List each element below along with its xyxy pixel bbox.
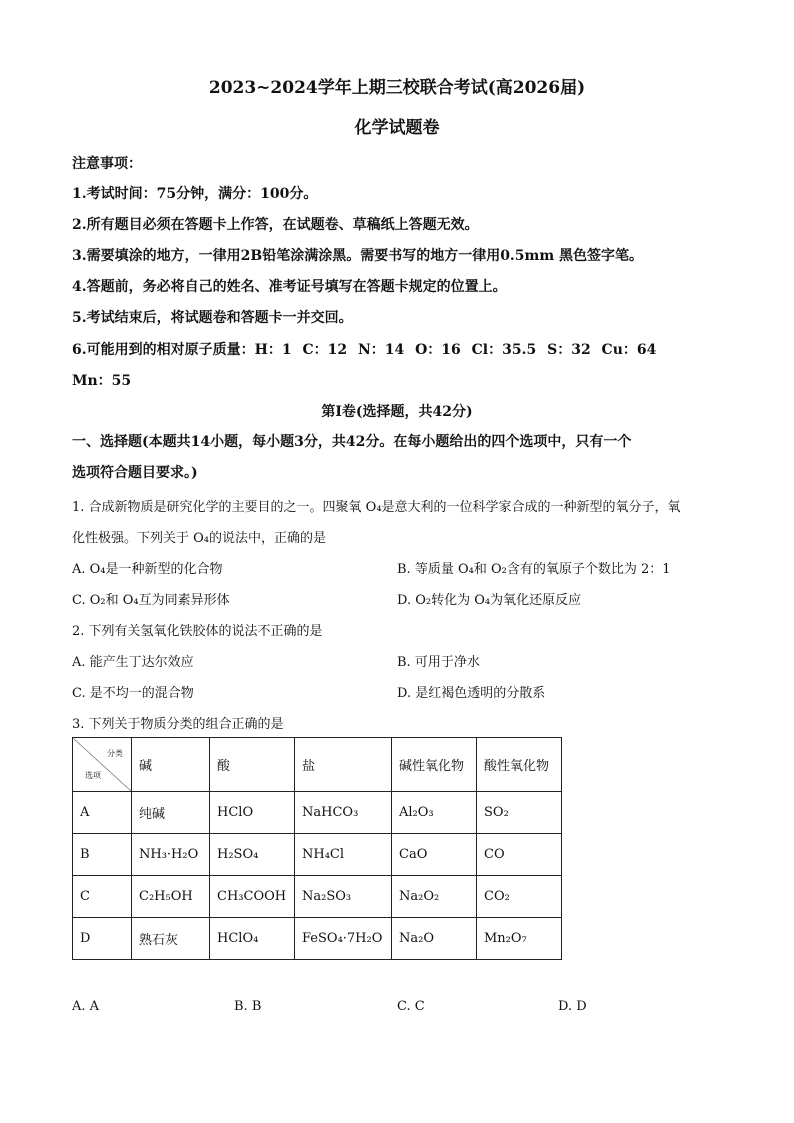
notice-item: 4.答题前，务必将自己的姓名、准考证号填写在答题卡规定的位置上。 bbox=[72, 279, 507, 295]
notice-item: 3.需要填涂的地方，一律用2B铅笔涂满涂黑。需要书写的地方一律用0.5mm 黑色签字笔。 bbox=[72, 248, 644, 264]
table-cell: HClO bbox=[210, 792, 295, 834]
table-row bbox=[73, 918, 562, 960]
question-3-option-c: C. C bbox=[397, 999, 425, 1014]
table-cell: CO₂ bbox=[477, 876, 562, 918]
question-1-option-d: D. O₂转化为 O₄为氧化还原反应 bbox=[397, 593, 582, 608]
notice-item: 6.可能用到的相对原子质量：H：1 C：12 N：14 O：16 Cl：35.5 S：32 Cu：64 bbox=[72, 342, 657, 358]
exam-subtitle: 化学试题卷 bbox=[354, 118, 440, 138]
question-2-option-a: A. 能产生丁达尔效应 bbox=[72, 655, 194, 670]
table-cell: NH₄Cl bbox=[295, 834, 392, 876]
exam-title: 2023~2024学年上期三校联合考试(高2026届) bbox=[208, 78, 586, 98]
notice-item: 5.考试结束后，将试题卷和答题卡一并交回。 bbox=[72, 310, 353, 326]
question-1-option-a: A. O₄是一种新型的化合物 bbox=[72, 562, 223, 577]
question-2-option-b: B. 可用于净水 bbox=[397, 655, 480, 670]
notice-item: 2.所有题目必须在答题卡上作答，在试题卷、草稿纸上答题无效。 bbox=[72, 217, 479, 233]
table-header-cell: 碱性氧化物 bbox=[392, 738, 477, 792]
table-row bbox=[73, 792, 562, 834]
question-3-option-d: D. D bbox=[558, 999, 587, 1014]
section-title: 第I卷(选择题，共42分) bbox=[321, 404, 473, 420]
table-cell: Na₂SO₃ bbox=[295, 876, 392, 918]
table-header-cell: 碱 bbox=[132, 738, 210, 792]
question-1-stem: 化性极强。下列关于 O₄的说法中，正确的是 bbox=[72, 531, 327, 546]
question-2-stem: 2. 下列有关氢氧化铁胶体的说法不正确的是 bbox=[72, 624, 323, 639]
table-header-cell: 盐 bbox=[295, 738, 392, 792]
notice-heading: 注意事项： bbox=[72, 156, 142, 172]
question-2-option-d: D. 是红褐色透明的分散系 bbox=[397, 686, 546, 701]
table-cell: Na₂O bbox=[392, 918, 477, 960]
notice-item: Mn：55 bbox=[72, 373, 132, 389]
table-cell: Na₂O₂ bbox=[392, 876, 477, 918]
table-header-row bbox=[73, 738, 562, 792]
table-cell: 熟石灰 bbox=[132, 918, 210, 960]
table-corner-cell bbox=[73, 738, 132, 792]
corner-label-category: 分类 bbox=[107, 749, 123, 758]
section-instruction: 选项符合题目要求。) bbox=[72, 465, 198, 481]
question-1-option-b: B. 等质量 O₄和 O₂含有的氧原子个数比为 2：1 bbox=[397, 562, 671, 577]
question-1-stem: 1. 合成新物质是研究化学的主要目的之一。四聚氧 O₄是意大利的一位科学家合成的一种新型的氧分子，氧 bbox=[72, 500, 681, 515]
table-cell: 纯碱 bbox=[132, 792, 210, 834]
table-header-cell: 酸 bbox=[210, 738, 295, 792]
classification-table bbox=[72, 737, 562, 960]
corner-label-option: 选项 bbox=[85, 771, 101, 780]
table-cell: C₂H₅OH bbox=[132, 876, 210, 918]
question-3-option-b: B. B bbox=[234, 999, 262, 1014]
table-cell: SO₂ bbox=[477, 792, 562, 834]
table-cell: FeSO₄·7H₂O bbox=[295, 918, 392, 960]
table-cell: NH₃·H₂O bbox=[132, 834, 210, 876]
table-cell: NaHCO₃ bbox=[295, 792, 392, 834]
table-header-cell: 酸性氧化物 bbox=[477, 738, 562, 792]
table-cell: Al₂O₃ bbox=[392, 792, 477, 834]
question-2-option-c: C. 是不均一的混合物 bbox=[72, 686, 194, 701]
table-row bbox=[73, 834, 562, 876]
notice-item: 1.考试时间：75分钟，满分：100分。 bbox=[72, 186, 318, 202]
table-cell: HClO₄ bbox=[210, 918, 295, 960]
table-cell: CO bbox=[477, 834, 562, 876]
table-cell: CH₃COOH bbox=[210, 876, 295, 918]
question-1-option-c: C. O₂和 O₄互为同素异形体 bbox=[72, 593, 230, 608]
question-3-stem: 3. 下列关于物质分类的组合正确的是 bbox=[72, 717, 284, 732]
table-cell: Mn₂O₇ bbox=[477, 918, 562, 960]
section-instruction: 一、选择题(本题共14小题，每小题3分，共42分。在每小题给出的四个选项中，只有一个 bbox=[72, 434, 632, 450]
table-cell: C bbox=[73, 876, 132, 918]
table-cell: B bbox=[73, 834, 132, 876]
question-3-option-a: A. A bbox=[72, 999, 100, 1014]
table-cell: CaO bbox=[392, 834, 477, 876]
table-cell: H₂SO₄ bbox=[210, 834, 295, 876]
table-row bbox=[73, 876, 562, 918]
table-cell: D bbox=[73, 918, 132, 960]
table-cell: A bbox=[73, 792, 132, 834]
